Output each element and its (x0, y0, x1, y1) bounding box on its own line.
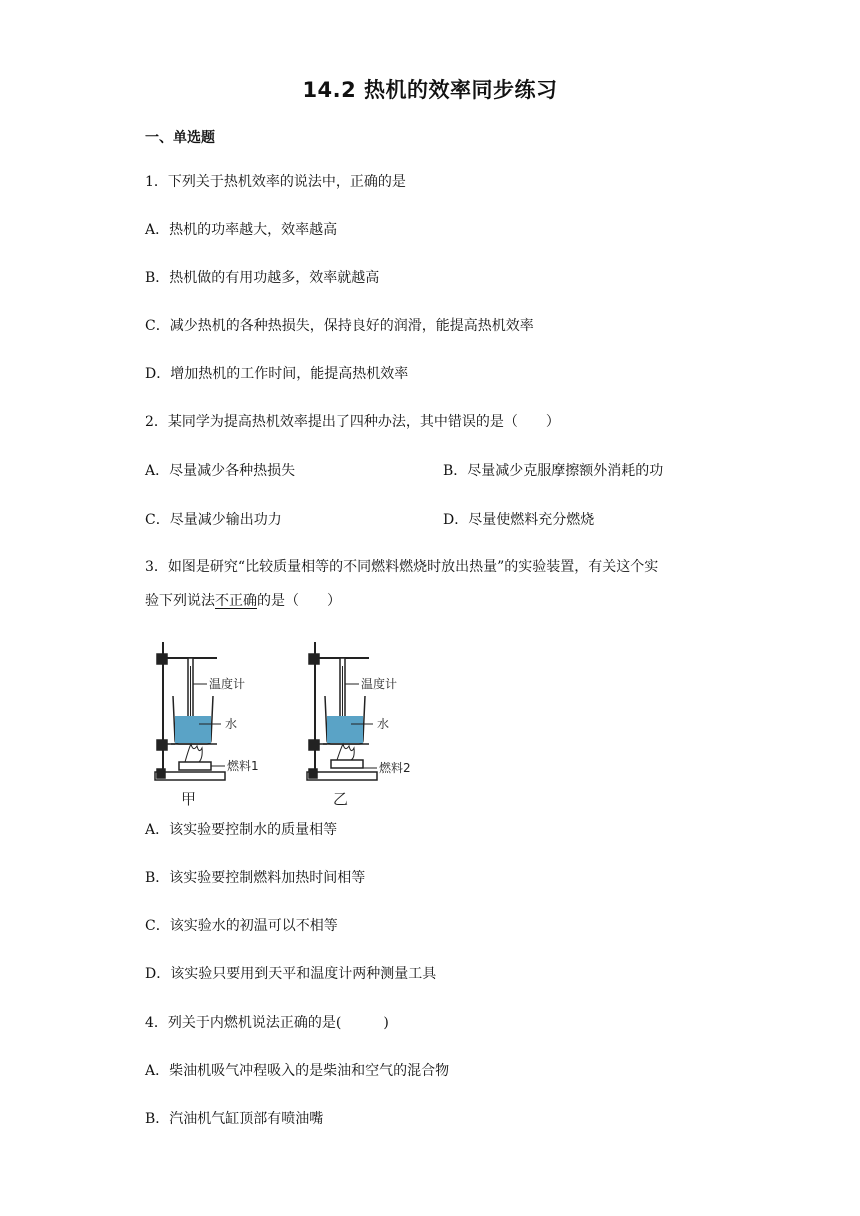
label-water-left: 水 (225, 717, 238, 731)
q3-option-a: A．该实验要控制水的质量相等 (145, 822, 338, 838)
water-right (327, 716, 363, 743)
experiment-figure (145, 636, 425, 812)
apparatus-left (155, 642, 225, 780)
page-title: 14.2 热机的效率同步练习 (302, 78, 558, 102)
section-heading: 一、单选题 (145, 130, 215, 146)
q4-option-b: B．汽油机气缸顶部有喷油嘴 (145, 1111, 324, 1127)
q1-option-b: B．热机做的有用功越多，效率就越高 (145, 270, 380, 286)
label-fuel-left: 燃料1 (227, 759, 259, 773)
q1-option-a: A．热机的功率越大，效率越高 (145, 222, 338, 238)
q3-option-d: D．该实验只要用到天平和温度计两种测量工具 (145, 966, 437, 982)
q4-stem: 4．列关于内燃机说法正确的是( ) (145, 1015, 389, 1031)
q3-stem-pre: 验下列说法 (145, 593, 215, 609)
caption-left: 甲 (181, 790, 197, 808)
label-fuel-right: 燃料2 (379, 761, 411, 775)
q2-option-a: A．尽量减少各种热损失 (145, 463, 296, 479)
label-thermometer-right: 温度计 (361, 677, 398, 691)
label-thermometer-left: 温度计 (209, 677, 246, 691)
q3-stem-line1: 3．如图是研究“比较质量相等的不同燃料燃烧时放出热量”的实验装置，有关这个实 (145, 559, 659, 575)
q1-option-d: D．增加热机的工作时间，能提高热机效率 (145, 366, 409, 382)
q4-option-a: A．柴油机吸气冲程吸入的是柴油和空气的混合物 (145, 1063, 450, 1079)
q3-stem-line2 (145, 591, 341, 611)
q3-option-b: B．该实验要控制燃料加热时间相等 (145, 870, 366, 886)
q2-option-b: B．尽量减少克服摩擦额外消耗的功 (443, 463, 664, 479)
apparatus-right (307, 642, 377, 780)
q2-stem: 2．某同学为提高热机效率提出了四种办法，其中错误的是（ ） (145, 414, 560, 430)
q1-stem: 1．下列关于热机效率的说法中，正确的是 (145, 174, 406, 190)
caption-right: 乙 (333, 790, 349, 808)
q2-option-d: D．尽量使燃料充分燃烧 (443, 512, 595, 528)
q3-stem-underlined: 不正确 (215, 593, 257, 609)
q2-option-c: C．尽量减少输出功力 (145, 512, 282, 528)
water-left (175, 716, 211, 743)
q1-option-c: C．减少热机的各种热损失，保持良好的润滑，能提高热机效率 (145, 318, 534, 334)
label-water-right: 水 (377, 717, 390, 731)
q3-option-c: C．该实验水的初温可以不相等 (145, 918, 338, 934)
q3-stem-post: 的是（ ） (257, 593, 341, 609)
